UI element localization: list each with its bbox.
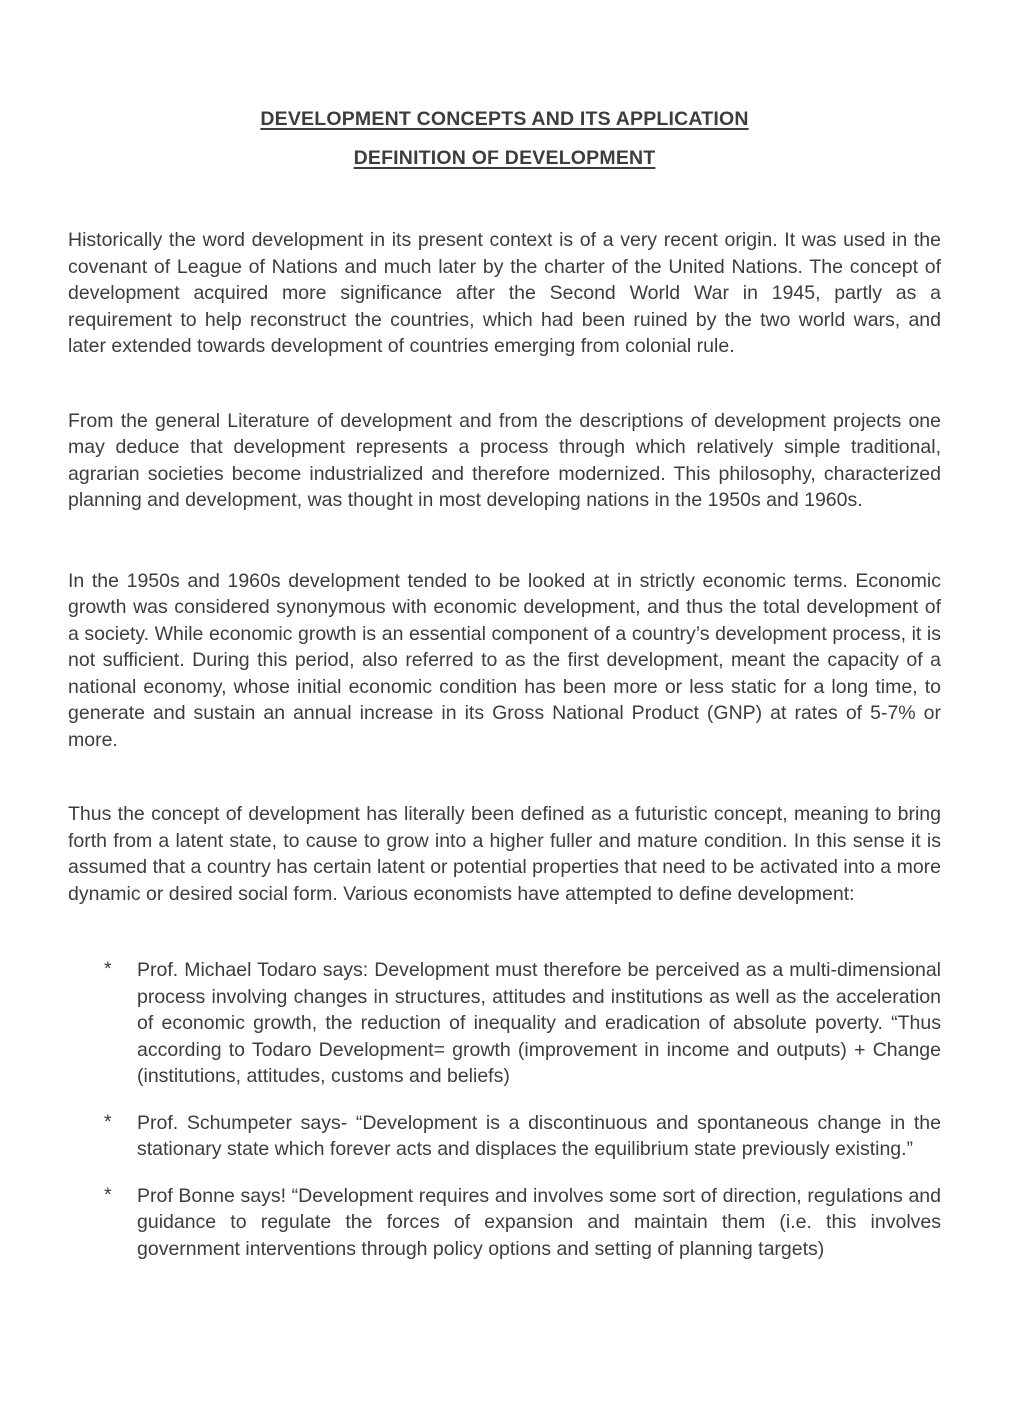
economist-definitions-list [68,957,941,1262]
asterisk-bullet-icon: * [104,1110,112,1133]
list-item-text: Prof. Michael Todaro says: Development must therefore be perceived as a multi-dimensional process involving changes in structures, attitudes and institutions as well as the acceleration of economic growth, the reduction of inequality and eradication of absolute poverty. “Thus according to Todaro Development= growth (improvement in income and outputs) + Change (institutions, attitudes, customs and beliefs) [137,959,941,1087]
list-item-todaro [68,957,941,1090]
list-item-text: Prof Bonne says! “Development requires and involves some sort of direction, regulations and guidance to regulate the forces of expansion and maintain them (i.e. this involves government interventions through policy options and setting of planning targets) [137,1184,941,1260]
document-heading: DEVELOPMENT CONCEPTS AND ITS APPLICATION [260,108,749,130]
paragraph-futuristic-concept: Thus the concept of development has literally been defined as a futuristic concept, meaning to bring forth from a latent state, to cause to grow into a higher fuller and mature condition. In this sense it is assumed that a country has certain latent or potential properties that need to be activated into a more dynamic or desired social form. Various economists have attempted to define development: [68,803,941,905]
paragraph-historical-origin: Historically the word development in its present context is of a very recent origin. It was used in the covenant of League of Nations and much later by the charter of the United Nations. The concept of development acquired more significance after the Second World War in 1945, partly as a requirement to help reconstruct the countries, which had been ruined by the two world wars, and later extended towards development of countries emerging from colonial rule. [68,229,941,357]
paragraph-economic-terms: In the 1950s and 1960s development tended to be looked at in strictly economic terms. Economic growth was considered synonymous with economic development, and thus the total development of a society. While economic growth is an essential component of a country’s development process, it is not sufficient. During this period, also referred to as the first development, meant the capacity of a national economy, whose initial economic condition has been more or less static for a long time, to generate and sustain an annual increase in its Gross National Product (GNP) at rates of 5-7% or more. [68,569,941,751]
list-item-text: Prof. Schumpeter says- “Development is a discontinuous and spontaneous change in the stationary state which forever acts and displaces the equilibrium state previously existing.” [137,1111,941,1160]
paragraph-general-literature: From the general Literature of development and from the descriptions of development projects one may deduce that development represents a process through which relatively simple traditional, agrarian societies become industrialized and therefore modernized. This philosophy, characterized planning and development, was thought in most developing nations in the 1950s and 1960s. [68,409,941,511]
list-item-bonne [68,1183,941,1263]
asterisk-bullet-icon: * [104,1183,112,1206]
asterisk-bullet-icon: * [104,958,112,980]
list-item-schumpeter [68,1110,941,1163]
document-subheading: DEFINITION OF DEVELOPMENT [353,147,656,169]
